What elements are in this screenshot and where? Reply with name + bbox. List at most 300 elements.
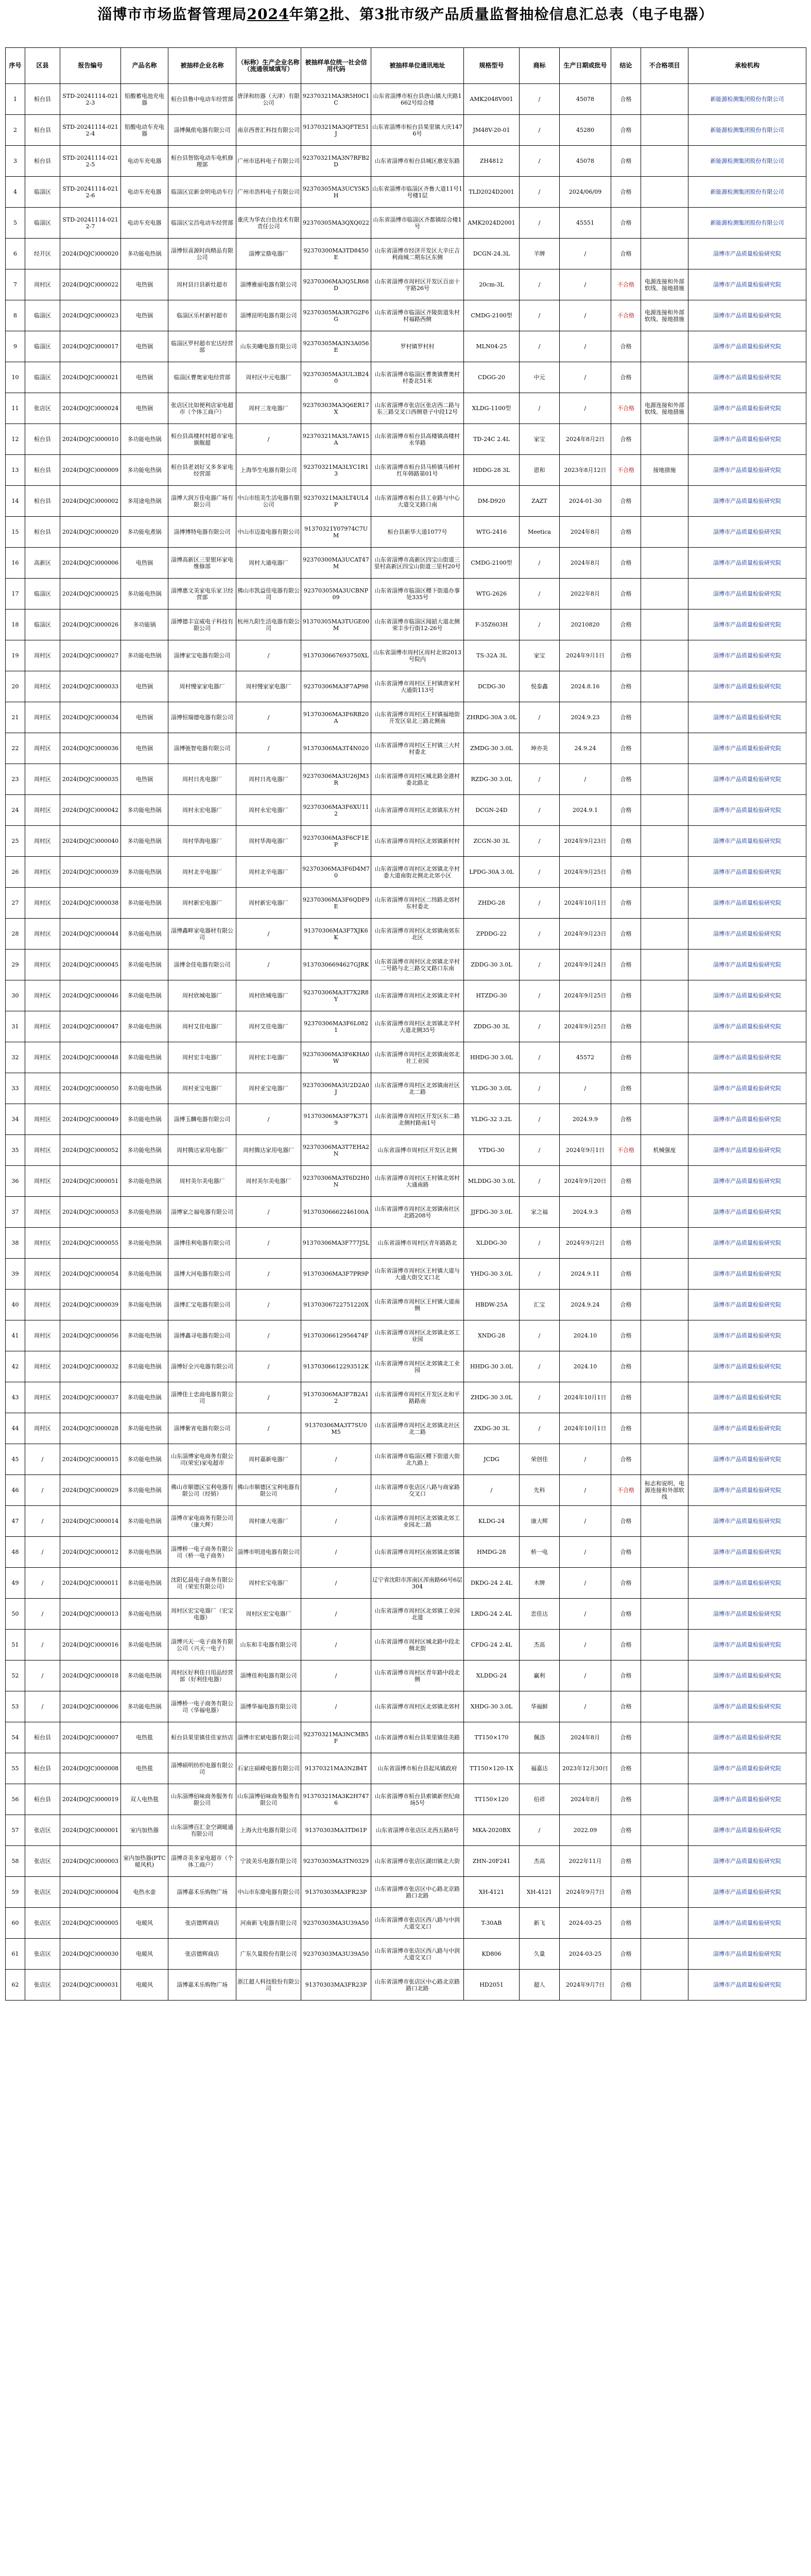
col-brand-cell: / — [520, 1351, 560, 1382]
col-address-cell: 山东省淄博市周村区北郊镇工业园北道 — [371, 1599, 464, 1630]
col-model-cell: DCGN-24.3L — [464, 239, 520, 269]
col-report-no-cell: 2024(DQJC)000027 — [60, 640, 121, 671]
col-lab-cell: 淄博市产品质量检验研究院 — [688, 1073, 806, 1104]
col-product-cell: 多功能电热锅 — [121, 826, 168, 857]
col-district-cell: 周村区 — [25, 826, 60, 857]
col-sampled-company-cell: 张店德辉商店 — [168, 1939, 236, 1970]
table-row — [6, 424, 806, 455]
col-model-cell: LRDG-24 2.4L — [464, 1599, 520, 1630]
col-batch-date-cell: 45078 — [560, 146, 611, 177]
col-model-cell: LPDG-30A 3.0L — [464, 857, 520, 888]
col-sampled-company-cell: 淄博佩侬电器有限公司 — [168, 115, 236, 146]
col-failed-items-cell — [641, 1320, 688, 1351]
col-index-cell: 40 — [6, 1290, 25, 1320]
col-lab-cell: 淄博市产品质量检验研究院 — [688, 1753, 806, 1784]
col-sampled-company-cell: 周村慢家家电器厂 — [168, 671, 236, 702]
col-index-cell: 45 — [6, 1444, 25, 1475]
col-model-cell: JJFDG-30 3.0L — [464, 1197, 520, 1228]
table-row — [6, 1784, 806, 1815]
col-conclusion-cell: 合格 — [611, 980, 641, 1011]
col-manufacturer-cell: 周村宏丰电器厂 — [236, 1042, 301, 1073]
col-credit-code-cell: 9137030667693750XL — [301, 640, 371, 671]
col-brand-cell: / — [520, 208, 560, 239]
col-conclusion-cell: 合格 — [611, 424, 641, 455]
col-batch-date-cell: 24.9.24 — [560, 733, 611, 764]
col-address-cell: 山东省淄博市周村区北郊镇北郊村 — [371, 1691, 464, 1722]
col-sampled-company-cell: 淄博家之福电器有限公司 — [168, 1197, 236, 1228]
col-batch-date-cell: 2024年8月 — [560, 1722, 611, 1753]
col-brand-cell: 久量 — [520, 1939, 560, 1970]
col-lab-cell: 新能源检测集团股份有限公司 — [688, 115, 806, 146]
col-batch-date-cell: / — [560, 393, 611, 424]
col-model-cell: ZHN-20F241 — [464, 1846, 520, 1877]
col-district-cell: / — [25, 1599, 60, 1630]
col-report-no-cell: 2024(DQJC)000051 — [60, 1166, 121, 1197]
col-index-cell: 19 — [6, 640, 25, 671]
col-district-cell: 周村区 — [25, 1011, 60, 1042]
table-row — [6, 177, 806, 208]
col-address-cell: 山东省淄博市周村区城北路金港村委北路北 — [371, 764, 464, 795]
col-manufacturer-cell: 唐泽和纺器（天津）有限公司 — [236, 84, 301, 115]
col-index-cell: 30 — [6, 980, 25, 1011]
col-district-cell: 桓台县 — [25, 115, 60, 146]
col-index-cell: 25 — [6, 826, 25, 857]
col-batch-date-cell: 2024-01-30 — [560, 486, 611, 517]
col-credit-code-cell: 92370321MA3NCMB5F — [301, 1722, 371, 1753]
col-index-cell: 54 — [6, 1722, 25, 1753]
col-conclusion-cell: 合格 — [611, 1042, 641, 1073]
col-failed-items-cell: 接地措施 — [641, 455, 688, 486]
col-failed-items-cell — [641, 1042, 688, 1073]
col-conclusion-cell: 合格 — [611, 1660, 641, 1691]
col-district-cell: 临淄区 — [25, 331, 60, 362]
table-row — [6, 239, 806, 269]
col-conclusion-cell: 合格 — [611, 1444, 641, 1475]
col-address-cell: 山东省淄博市张店区西八路与中润大道交叉口 — [371, 1908, 464, 1939]
col-brand-cell: / — [520, 609, 560, 640]
col-batch-date-cell: 2022年8月 — [560, 579, 611, 609]
col-index-cell: 62 — [6, 1970, 25, 2001]
col-address-cell: 山东省淄博市张店区中心路北京路路口北路 — [371, 1970, 464, 2001]
col-conclusion-header: 结论 — [611, 48, 641, 84]
col-model-cell: JCDG — [464, 1444, 520, 1475]
col-model-cell: YLDG-32 3.2L — [464, 1104, 520, 1135]
col-manufacturer-cell: 周村三龙电器厂 — [236, 393, 301, 424]
col-failed-items-cell — [641, 486, 688, 517]
col-report-no-cell: 2024(DQJC)000034 — [60, 702, 121, 733]
col-failed-items-cell — [641, 795, 688, 826]
col-lab-cell: 淄博市产品质量检验研究院 — [688, 1104, 806, 1135]
col-batch-date-cell: 2024年9月2日 — [560, 1228, 611, 1259]
col-report-no-cell: 2024(DQJC)000019 — [60, 1784, 121, 1815]
col-failed-items-cell — [641, 1197, 688, 1228]
col-manufacturer-cell: / — [236, 640, 301, 671]
col-lab-cell: 淄博市产品质量检验研究院 — [688, 1228, 806, 1259]
col-index-cell: 10 — [6, 362, 25, 393]
col-index-cell: 11 — [6, 393, 25, 424]
col-index-cell: 28 — [6, 919, 25, 950]
col-brand-cell: / — [520, 146, 560, 177]
col-address-cell: 山东省淄博市临淄区齐鲁大道11号1号楼1层 — [371, 177, 464, 208]
col-batch-date-cell: 2024年9月24日 — [560, 950, 611, 980]
col-model-cell: ZXDG-30 3L — [464, 1413, 520, 1444]
col-district-cell: 临淄区 — [25, 609, 60, 640]
col-index-cell: 34 — [6, 1104, 25, 1135]
col-manufacturer-cell: 淄博市明进电器有限公司 — [236, 1537, 301, 1568]
col-product-cell: 电热锅 — [121, 300, 168, 331]
table-row — [6, 1846, 806, 1877]
col-lab-cell: 淄博市产品质量检验研究院 — [688, 950, 806, 980]
col-address-cell: 山东省淄博市周村区北郊镇北郊工业园 — [371, 1320, 464, 1351]
col-batch-date-cell: / — [560, 1073, 611, 1104]
col-index-cell: 9 — [6, 331, 25, 362]
col-brand-cell: 坤亦美 — [520, 733, 560, 764]
table-row — [6, 1444, 806, 1475]
col-brand-cell: 福嘉达 — [520, 1753, 560, 1784]
table-row — [6, 393, 806, 424]
col-district-cell: 临淄区 — [25, 177, 60, 208]
col-address-cell: 山东省淄博市周村区北郊镇北辛村大道北侧35号 — [371, 1011, 464, 1042]
col-address-cell: 山东省淄博市张店区西八路与中润大道交叉口 — [371, 1939, 464, 1970]
col-report-no-cell: 2024(DQJC)000003 — [60, 1846, 121, 1877]
col-index-cell: 8 — [6, 300, 25, 331]
col-address-cell: 山东省淄博市周村区开发区百亩十宇路26号 — [371, 269, 464, 300]
col-report-no-cell: 2024(DQJC)000015 — [60, 1444, 121, 1475]
col-lab-cell: 淄博市产品质量检验研究院 — [688, 1042, 806, 1073]
col-lab-cell: 淄博市产品质量检验研究院 — [688, 239, 806, 269]
col-credit-code-cell: 91370306MA3F7PR9P — [301, 1259, 371, 1290]
table-row — [6, 1290, 806, 1320]
col-product-cell: 多功能电热锅 — [121, 1351, 168, 1382]
col-conclusion-cell: 合格 — [611, 671, 641, 702]
col-product-cell: 多功能电热锅 — [121, 1042, 168, 1073]
col-failed-items-cell — [641, 1691, 688, 1722]
col-district-cell: 临淄区 — [25, 300, 60, 331]
table-row — [6, 1351, 806, 1382]
col-failed-items-cell — [641, 1011, 688, 1042]
table-row — [6, 764, 806, 795]
col-batch-date-cell: 2024.10 — [560, 1320, 611, 1351]
col-report-no-cell: 2024(DQJC)000032 — [60, 1351, 121, 1382]
col-sampled-company-cell: 淄博嘉禾乐购物广场 — [168, 1877, 236, 1908]
col-brand-cell: / — [520, 177, 560, 208]
col-brand-cell: / — [520, 1815, 560, 1846]
col-report-no-cell: 2024(DQJC)000021 — [60, 362, 121, 393]
table-row — [6, 1166, 806, 1197]
col-report-no-cell: 2024(DQJC)000013 — [60, 1599, 121, 1630]
col-failed-items-cell — [641, 919, 688, 950]
col-manufacturer-cell: 山东和丰电器有限公司 — [236, 1630, 301, 1660]
col-brand-cell: 伯祥 — [520, 1784, 560, 1815]
table-row — [6, 1970, 806, 2001]
col-district-cell: 桓台县 — [25, 84, 60, 115]
col-report-no-cell: 2024(DQJC)000012 — [60, 1537, 121, 1568]
col-lab-cell: 淄博市产品质量检验研究院 — [688, 1815, 806, 1846]
col-brand-cell: / — [520, 1320, 560, 1351]
col-conclusion-cell: 合格 — [611, 517, 641, 548]
col-batch-date-cell: 2024年8月 — [560, 548, 611, 579]
col-index-cell: 33 — [6, 1073, 25, 1104]
col-credit-code-cell: 91370306662246100A — [301, 1197, 371, 1228]
col-report-no-cell: 2024(DQJC)000052 — [60, 1135, 121, 1166]
table-row — [6, 1630, 806, 1660]
col-sampled-company-cell: 淄博恒喜源时尚精品有限公司 — [168, 239, 236, 269]
col-model-cell: XHDG-30 3.0L — [464, 1691, 520, 1722]
col-manufacturer-cell: 中山市迈盈电器有限公司 — [236, 517, 301, 548]
col-credit-code-cell: / — [301, 1506, 371, 1537]
col-model-cell: MLDDG-30 3.0L — [464, 1166, 520, 1197]
col-credit-code-cell: 91370306MA3F7B2A12 — [301, 1382, 371, 1413]
col-report-no-cell: 2024(DQJC)000033 — [60, 671, 121, 702]
col-sampled-company-cell: 周村县日县新灶超市 — [168, 269, 236, 300]
col-conclusion-cell: 不合格 — [611, 300, 641, 331]
col-report-no-cell: 2024(DQJC)000017 — [60, 331, 121, 362]
col-district-cell: 张店区 — [25, 1939, 60, 1970]
col-manufacturer-cell: 广州市浩科电子有限公司 — [236, 177, 301, 208]
col-product-cell: 多功能电热锅 — [121, 579, 168, 609]
col-manufacturer-cell: 山东美曦电器有限公司 — [236, 331, 301, 362]
col-lab-cell: 淄博市产品质量检验研究院 — [688, 764, 806, 795]
table-row — [6, 950, 806, 980]
col-credit-code-cell: 91370321Y07974C7UM — [301, 517, 371, 548]
table-row — [6, 1691, 806, 1722]
col-credit-code-cell: 92370303MA3TN0329 — [301, 1846, 371, 1877]
col-index-cell: 39 — [6, 1259, 25, 1290]
col-failed-items-cell: 电源连接和外部软线、接地措施 — [641, 393, 688, 424]
col-index-header: 序号 — [6, 48, 25, 84]
col-product-cell: 电动车充电器 — [121, 208, 168, 239]
table-row — [6, 1877, 806, 1908]
table-row — [6, 1382, 806, 1413]
col-district-cell: 桓台县 — [25, 455, 60, 486]
col-sampled-company-cell: 周村美尔美电器厂 — [168, 1166, 236, 1197]
col-brand-cell: 先科 — [520, 1475, 560, 1506]
col-report-no-cell: 2024(DQJC)000030 — [60, 1939, 121, 1970]
col-lab-cell: 淄博市产品质量检验研究院 — [688, 1877, 806, 1908]
col-conclusion-cell: 合格 — [611, 1537, 641, 1568]
col-failed-items-cell — [641, 362, 688, 393]
col-model-cell: HMDG-28 — [464, 1537, 520, 1568]
col-manufacturer-cell: / — [236, 1290, 301, 1320]
col-sampled-company-header: 被抽样企业名称 — [168, 48, 236, 84]
col-brand-cell: / — [520, 1042, 560, 1073]
col-index-cell: 21 — [6, 702, 25, 733]
col-address-cell: 山东省淄博市周村区北郊镇南社区北路208号 — [371, 1197, 464, 1228]
col-credit-code-cell: 91370306MA3F7XJK6K — [301, 919, 371, 950]
col-batch-date-cell: 2024年10月1日 — [560, 1382, 611, 1413]
col-lab-cell: 淄博市产品质量检验研究院 — [688, 1413, 806, 1444]
col-product-cell: 电动车充电器 — [121, 177, 168, 208]
col-sampled-company-cell: 淄博硕明纺织电器有限公司 — [168, 1753, 236, 1784]
col-brand-cell: / — [520, 1073, 560, 1104]
col-sampled-company-cell: 周村华海电器厂 — [168, 826, 236, 857]
col-index-cell: 17 — [6, 579, 25, 609]
col-brand-cell: / — [520, 1104, 560, 1135]
col-address-cell: 山东省淄博市桓台县索镇新世纪商场5号 — [371, 1784, 464, 1815]
col-manufacturer-cell: / — [236, 1197, 301, 1228]
col-batch-date-cell: 45551 — [560, 208, 611, 239]
col-address-cell: 山东省淄博市周村区周村北郊2013号院内 — [371, 640, 464, 671]
col-address-cell: 山东省淄博市周村区王村镇北郊村大通南路 — [371, 1166, 464, 1197]
col-conclusion-cell: 合格 — [611, 1753, 641, 1784]
col-manufacturer-cell: 中山市东鼎电器有限公司 — [236, 1877, 301, 1908]
col-failed-items-cell — [641, 1104, 688, 1135]
col-conclusion-cell: 合格 — [611, 1290, 641, 1320]
col-credit-code-cell: / — [301, 1660, 371, 1691]
col-failed-items-cell — [641, 177, 688, 208]
table-row — [6, 1197, 806, 1228]
col-manufacturer-cell: 周村艾佳电器厂 — [236, 1011, 301, 1042]
col-lab-cell: 淄博市产品质量检验研究院 — [688, 888, 806, 919]
col-lab-cell: 淄博市产品质量检验研究院 — [688, 1382, 806, 1413]
col-brand-cell: / — [520, 548, 560, 579]
col-batch-date-cell: 2024年8月2日 — [560, 424, 611, 455]
col-address-cell: 山东省淄博市桓台县果里镇大庆1476号 — [371, 115, 464, 146]
col-batch-date-cell: 2023年8月12日 — [560, 455, 611, 486]
col-credit-code-cell: 91370306612293512K — [301, 1351, 371, 1382]
col-product-cell: 多功能电热锅 — [121, 919, 168, 950]
col-lab-cell: 淄博市产品质量检验研究院 — [688, 331, 806, 362]
col-manufacturer-cell: 山东淄博佰味商务服务有限公司 — [236, 1784, 301, 1815]
col-batch-date-cell: 2024年8月 — [560, 517, 611, 548]
table-row — [6, 1908, 806, 1939]
col-product-cell: 多功能电热锅 — [121, 795, 168, 826]
col-product-cell: 多功能电热锅 — [121, 1073, 168, 1104]
col-manufacturer-cell: 河南新飞电器有限公司 — [236, 1908, 301, 1939]
col-index-cell: 2 — [6, 115, 25, 146]
col-batch-date-cell: 45078 — [560, 84, 611, 115]
col-failed-items-cell — [641, 1599, 688, 1630]
col-address-cell: 山东省淄博市桓台县起凤镇政府 — [371, 1753, 464, 1784]
col-brand-cell: 恩和 — [520, 455, 560, 486]
table-row — [6, 1939, 806, 1970]
col-report-no-cell: 2024(DQJC)000010 — [60, 424, 121, 455]
col-failed-items-cell — [641, 1630, 688, 1660]
col-sampled-company-cell: 淄博家宝电器有限公司 — [168, 640, 236, 671]
col-credit-code-cell: 92370300MA3UCAT47M — [301, 548, 371, 579]
col-product-cell: 多功能电热锅 — [121, 1660, 168, 1691]
title-suffix: 批、第3批市级产品质量监督抽检信息汇总表（电子电器） — [329, 6, 714, 23]
col-brand-cell: / — [520, 1259, 560, 1290]
table-row — [6, 640, 806, 671]
col-brand-cell: / — [520, 950, 560, 980]
col-lab-cell: 淄博市产品质量检验研究院 — [688, 1722, 806, 1753]
col-address-cell: 山东省淄博市桓台县唐山镇大庆路1662号综合楼 — [371, 84, 464, 115]
col-brand-cell: 杰高 — [520, 1846, 560, 1877]
col-sampled-company-cell: 临淄区宜新金明电动车行 — [168, 177, 236, 208]
col-index-cell: 15 — [6, 517, 25, 548]
col-district-cell: / — [25, 1475, 60, 1506]
col-credit-code-cell: 92370305MA3UL3B240 — [301, 362, 371, 393]
col-address-cell: 山东省淄博市临淄区曹奥镇曹奥村村委北51米 — [371, 362, 464, 393]
col-report-no-cell: 2024(DQJC)000018 — [60, 1660, 121, 1691]
col-index-cell: 1 — [6, 84, 25, 115]
col-failed-items-cell — [641, 1413, 688, 1444]
col-model-cell: ZCGN-30 3L — [464, 826, 520, 857]
table-row — [6, 84, 806, 115]
col-brand-cell: 家宝 — [520, 640, 560, 671]
col-manufacturer-cell: 周村康大电器厂 — [236, 1506, 301, 1537]
table-row — [6, 1599, 806, 1630]
col-conclusion-cell: 不合格 — [611, 1135, 641, 1166]
col-report-no-cell: 2024(DQJC)000006 — [60, 548, 121, 579]
col-credit-code-cell: 92370321MA3R5H0C1C — [301, 84, 371, 115]
col-manufacturer-cell: 重庆为华农白色技术有限责任公司 — [236, 208, 301, 239]
col-product-cell: 电暖风 — [121, 1908, 168, 1939]
col-credit-code-cell: 92370306MA3T7X2R8Y — [301, 980, 371, 1011]
col-batch-date-cell: / — [560, 331, 611, 362]
col-conclusion-cell: 合格 — [611, 1351, 641, 1382]
col-address-cell: 山东省淄博市周村区开发区北侧 — [371, 1135, 464, 1166]
col-district-cell: 周村区 — [25, 980, 60, 1011]
col-conclusion-cell: 合格 — [611, 1166, 641, 1197]
col-failed-items-cell — [641, 84, 688, 115]
col-lab-cell: 淄博市产品质量检验研究院 — [688, 1630, 806, 1660]
col-batch-date-cell: / — [560, 1691, 611, 1722]
col-model-cell: ZHRDG-30A 3.0L — [464, 702, 520, 733]
col-conclusion-cell: 不合格 — [611, 269, 641, 300]
col-model-cell: ZMDG-30 3.0L — [464, 733, 520, 764]
col-credit-code-cell: 91370306694627GJRK — [301, 950, 371, 980]
col-sampled-company-cell: 周村区好利佳日用品经营部（好利佳电器） — [168, 1660, 236, 1691]
col-district-cell: 周村区 — [25, 764, 60, 795]
col-manufacturer-cell: 广东久量股份有限公司 — [236, 1939, 301, 1970]
col-conclusion-cell: 合格 — [611, 362, 641, 393]
col-model-cell: MKA-2020BX — [464, 1815, 520, 1846]
col-model-cell: HHDG-30 3.0L — [464, 1351, 520, 1382]
col-model-cell: ZPDDG-22 — [464, 919, 520, 950]
col-batch-date-cell: 2024年9月7日 — [560, 1970, 611, 2001]
col-batch-date-cell: 2024年9月23日 — [560, 826, 611, 857]
col-credit-code-cell: / — [301, 1568, 371, 1599]
col-address-cell: 山东省淄博市周村区王村镇三大村村委北 — [371, 733, 464, 764]
col-sampled-company-cell: 周村腾达家用电器厂 — [168, 1135, 236, 1166]
col-product-cell: 多功能电热锅 — [121, 980, 168, 1011]
col-product-header: 产品名称 — [121, 48, 168, 84]
col-batch-date-cell: 45280 — [560, 115, 611, 146]
table-row — [6, 300, 806, 331]
col-model-cell: CMDG-2100型 — [464, 300, 520, 331]
col-model-cell: HHDG-30 3.0L — [464, 1042, 520, 1073]
col-district-header: 区县 — [25, 48, 60, 84]
table-row — [6, 1753, 806, 1784]
col-model-cell: HBDW-25A — [464, 1290, 520, 1320]
col-manufacturer-cell: 周村大通电器厂 — [236, 548, 301, 579]
col-conclusion-cell: 合格 — [611, 1259, 641, 1290]
col-product-cell: 多功能电热锅 — [121, 857, 168, 888]
col-product-cell: 电暖风 — [121, 1970, 168, 2001]
col-credit-code-cell: 92370305MA3R7G2F6G — [301, 300, 371, 331]
col-model-cell: TT150×120-1X — [464, 1753, 520, 1784]
col-address-cell: 山东省淄博市张店区中心路北京路路口北路 — [371, 1877, 464, 1908]
col-manufacturer-cell: 周村宏宝电器厂 — [236, 1568, 301, 1599]
col-index-cell: 36 — [6, 1166, 25, 1197]
col-conclusion-cell: 合格 — [611, 795, 641, 826]
col-lab-cell: 淄博市产品质量检验研究院 — [688, 826, 806, 857]
col-address-cell: 山东省淄博市临淄区齐陵街道朱村村福路西侧 — [371, 300, 464, 331]
col-sampled-company-cell: 淄博金佳电器有限公司 — [168, 950, 236, 980]
col-address-cell: 山东省淄博市周村区王村镇大道与大通大街交叉口北 — [371, 1259, 464, 1290]
col-batch-date-cell: 2024年9月23日 — [560, 919, 611, 950]
col-sampled-company-cell: 淄博奇美多家电超市（个体工商户） — [168, 1846, 236, 1877]
col-index-cell: 14 — [6, 486, 25, 517]
col-model-cell: TT150×120 — [464, 1784, 520, 1815]
col-conclusion-cell: 合格 — [611, 208, 641, 239]
results-table — [5, 47, 806, 2001]
col-conclusion-cell: 合格 — [611, 1011, 641, 1042]
col-model-cell: XLDG-1100型 — [464, 393, 520, 424]
col-district-cell: 周村区 — [25, 1290, 60, 1320]
